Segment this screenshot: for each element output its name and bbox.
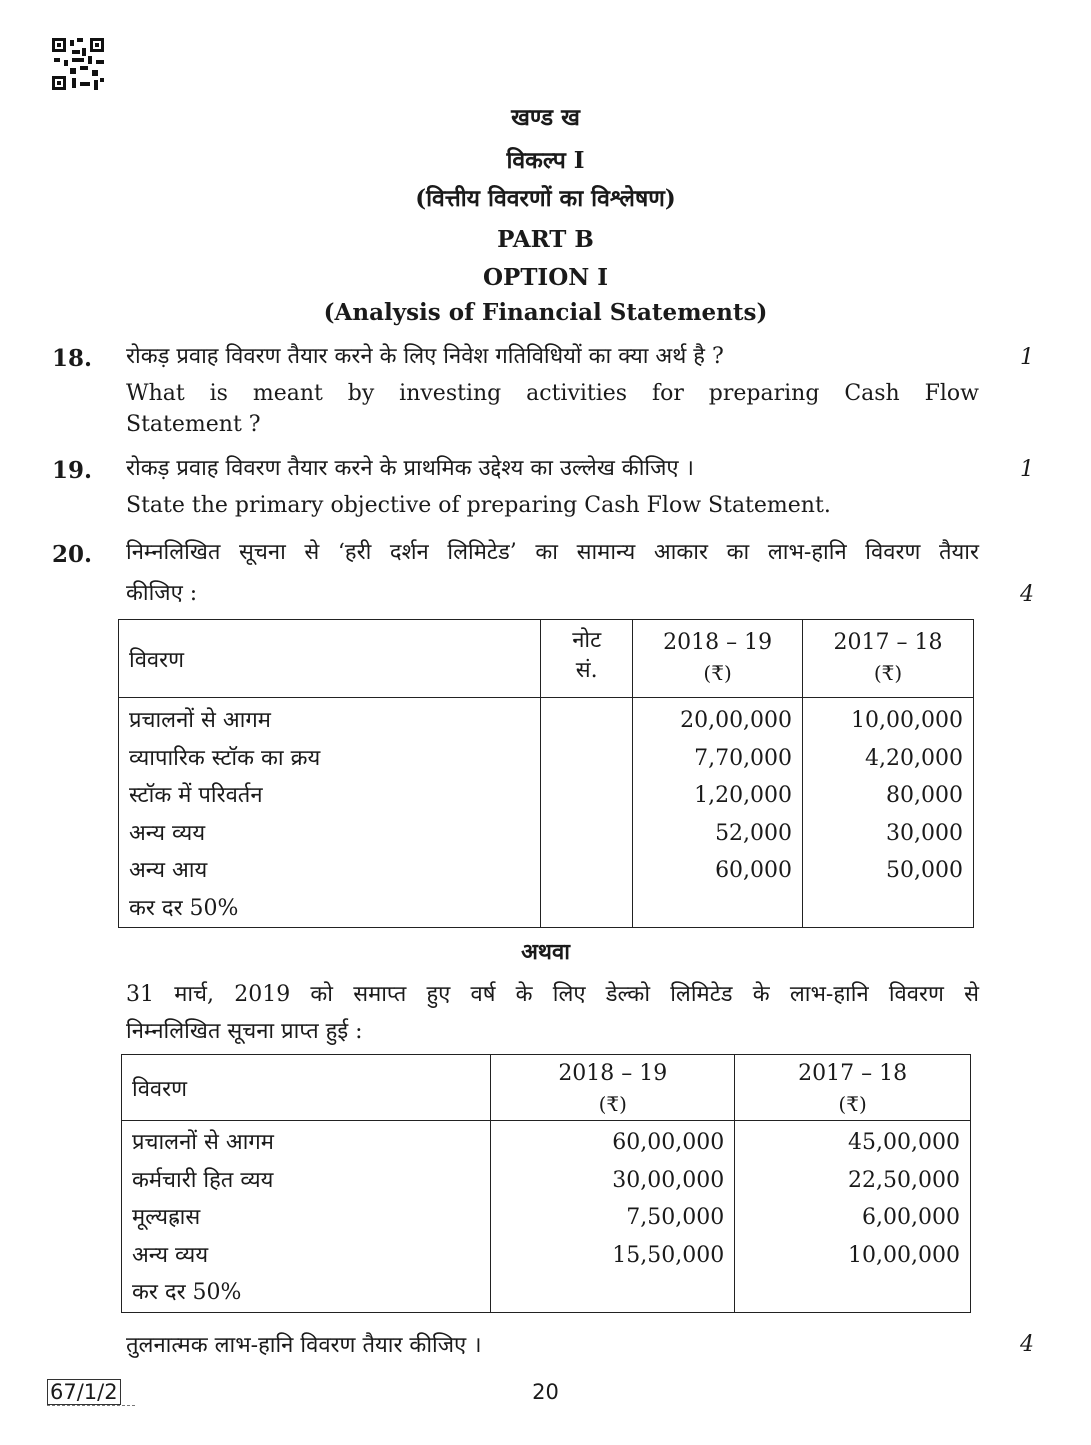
- header-particulars: विवरण: [122, 1055, 491, 1121]
- row-value: 1,20,000: [694, 783, 793, 808]
- table-header-row: [119, 620, 974, 698]
- alternative-question-line1: 31 मार्च, 2019 को समाप्त हुए वर्ष के लिए डेल्को लिमिटेड के लाभ-हानि विवरण से: [126, 982, 979, 1007]
- year1-values-column: [491, 1121, 735, 1313]
- question-18-hindi: रोकड़ प्रवाह विवरण तैयार करने के लिए निवेश गतिविधियों का क्या अर्थ है ?: [126, 344, 724, 369]
- row-value: 4,20,000: [865, 745, 963, 771]
- row-label: अन्य व्यय: [129, 820, 206, 846]
- row-label: अन्य व्यय: [132, 1242, 209, 1268]
- page-number: 20: [532, 1380, 559, 1404]
- header-particulars: विवरण: [119, 620, 541, 698]
- row-value: 60,000: [715, 858, 793, 883]
- row-value: 45,00,000: [848, 1130, 960, 1155]
- question-number-19: 19.: [52, 457, 93, 484]
- header-note-line2: सं.: [575, 658, 598, 683]
- row-value: 22,50,000: [848, 1167, 960, 1193]
- subject-title-hindi: (वित्तीय विवरणों का विश्लेषण): [415, 185, 676, 212]
- option-title: OPTION I: [482, 264, 609, 291]
- header-year2-label: 2017 – 18: [798, 1061, 908, 1086]
- header-year-2017-18: [735, 1055, 971, 1121]
- row-value: 7,70,000: [694, 745, 793, 771]
- header-note-no: [541, 620, 633, 698]
- row-label: व्यापारिक स्टॉक का क्रय: [129, 745, 321, 771]
- header-year2-currency: (₹): [873, 661, 903, 685]
- row-value: 30,00,000: [612, 1167, 725, 1193]
- row-label: स्टॉक में परिवर्तन: [129, 783, 263, 808]
- question-number-18: 18.: [52, 345, 93, 372]
- row-value: 6,00,000: [862, 1205, 960, 1230]
- row-value: 20,00,000: [680, 708, 793, 733]
- question-20-hindi-line1: निम्नलिखित सूचना से ‘हरी दर्शन लिमिटेड’ का सामान्य आकार का लाभ-हानि विवरण तैयार: [126, 540, 979, 565]
- year1-values-column: [633, 698, 803, 928]
- row-value: 7,50,000: [626, 1205, 725, 1230]
- question-20-marks: 4: [1020, 582, 1034, 607]
- question-number-20: 20.: [52, 541, 93, 568]
- row-label: मूल्यह्रास: [132, 1205, 201, 1230]
- header-year-2018-19: [491, 1055, 735, 1121]
- question-18-english-line2: Statement ?: [126, 412, 261, 437]
- question-20-hindi-line2: कीजिए :: [126, 581, 198, 606]
- option-title-hindi: विकल्प I: [506, 147, 585, 174]
- question-18-english-line1: What is meant by investing activities for preparing Cash Flow: [126, 381, 979, 406]
- row-value: 15,50,000: [612, 1242, 725, 1268]
- note-column: [541, 698, 633, 928]
- table-row: [119, 698, 974, 928]
- final-instruction: तुलनात्मक लाभ-हानि विवरण तैयार कीजिए ।: [126, 1333, 482, 1358]
- header-year1-label: 2018 – 19: [558, 1061, 668, 1086]
- row-label: प्रचालनों से आगम: [132, 1130, 274, 1155]
- row-value: 10,00,000: [848, 1242, 960, 1268]
- header-note-line1: नोट: [572, 628, 602, 653]
- qr-code: [52, 38, 104, 90]
- part-title: PART B: [497, 226, 594, 253]
- row-value: 60,00,000: [612, 1130, 725, 1155]
- year2-values-column: [803, 698, 974, 928]
- row-value: 50,000: [886, 858, 963, 883]
- row-value: 10,00,000: [851, 708, 963, 733]
- delco-data-table: [121, 1054, 971, 1313]
- header-year-2018-19: [633, 620, 803, 698]
- question-19-english: State the primary objective of preparing Cash Flow Statement.: [126, 493, 831, 518]
- final-marks: 4: [1020, 1332, 1034, 1357]
- header-year1-currency: (₹): [598, 1092, 627, 1116]
- header-year1-currency: (₹): [703, 661, 732, 685]
- row-label: अन्य आय: [129, 858, 208, 883]
- particulars-column: [119, 698, 541, 928]
- row-value: 30,000: [886, 820, 963, 846]
- header-year2-currency: (₹): [838, 1092, 867, 1116]
- or-separator: अथवा: [521, 939, 570, 965]
- paper-code-underline: [47, 1405, 135, 1409]
- hari-darshan-data-table: [118, 619, 974, 928]
- table-header-row: [122, 1055, 971, 1121]
- row-value: 80,000: [886, 783, 963, 808]
- alternative-question-line2: निम्नलिखित सूचना प्राप्त हुई :: [126, 1019, 363, 1044]
- section-title-hindi: खण्ड ख: [511, 104, 580, 131]
- row-label: कर दर 50%: [132, 1280, 242, 1305]
- particulars-column: [122, 1121, 491, 1313]
- row-value: 52,000: [715, 820, 793, 846]
- table-row: [122, 1121, 971, 1313]
- row-label: प्रचालनों से आगम: [129, 708, 271, 733]
- year2-values-column: [735, 1121, 971, 1313]
- subject-title: (Analysis of Financial Statements): [323, 299, 768, 326]
- header-year1-label: 2018 – 19: [663, 630, 773, 655]
- question-19-marks: 1: [1020, 457, 1034, 482]
- question-18-marks: 1: [1020, 345, 1034, 370]
- row-label: कर्मचारी हित व्यय: [132, 1167, 274, 1193]
- question-19-hindi: रोकड़ प्रवाह विवरण तैयार करने के प्राथमिक उद्देश्य का उल्लेख कीजिए ।: [126, 456, 694, 481]
- paper-code: 67/1/2: [47, 1379, 121, 1405]
- header-year2-label: 2017 – 18: [833, 630, 943, 655]
- row-label: कर दर 50%: [129, 895, 239, 921]
- header-year-2017-18: [803, 620, 974, 698]
